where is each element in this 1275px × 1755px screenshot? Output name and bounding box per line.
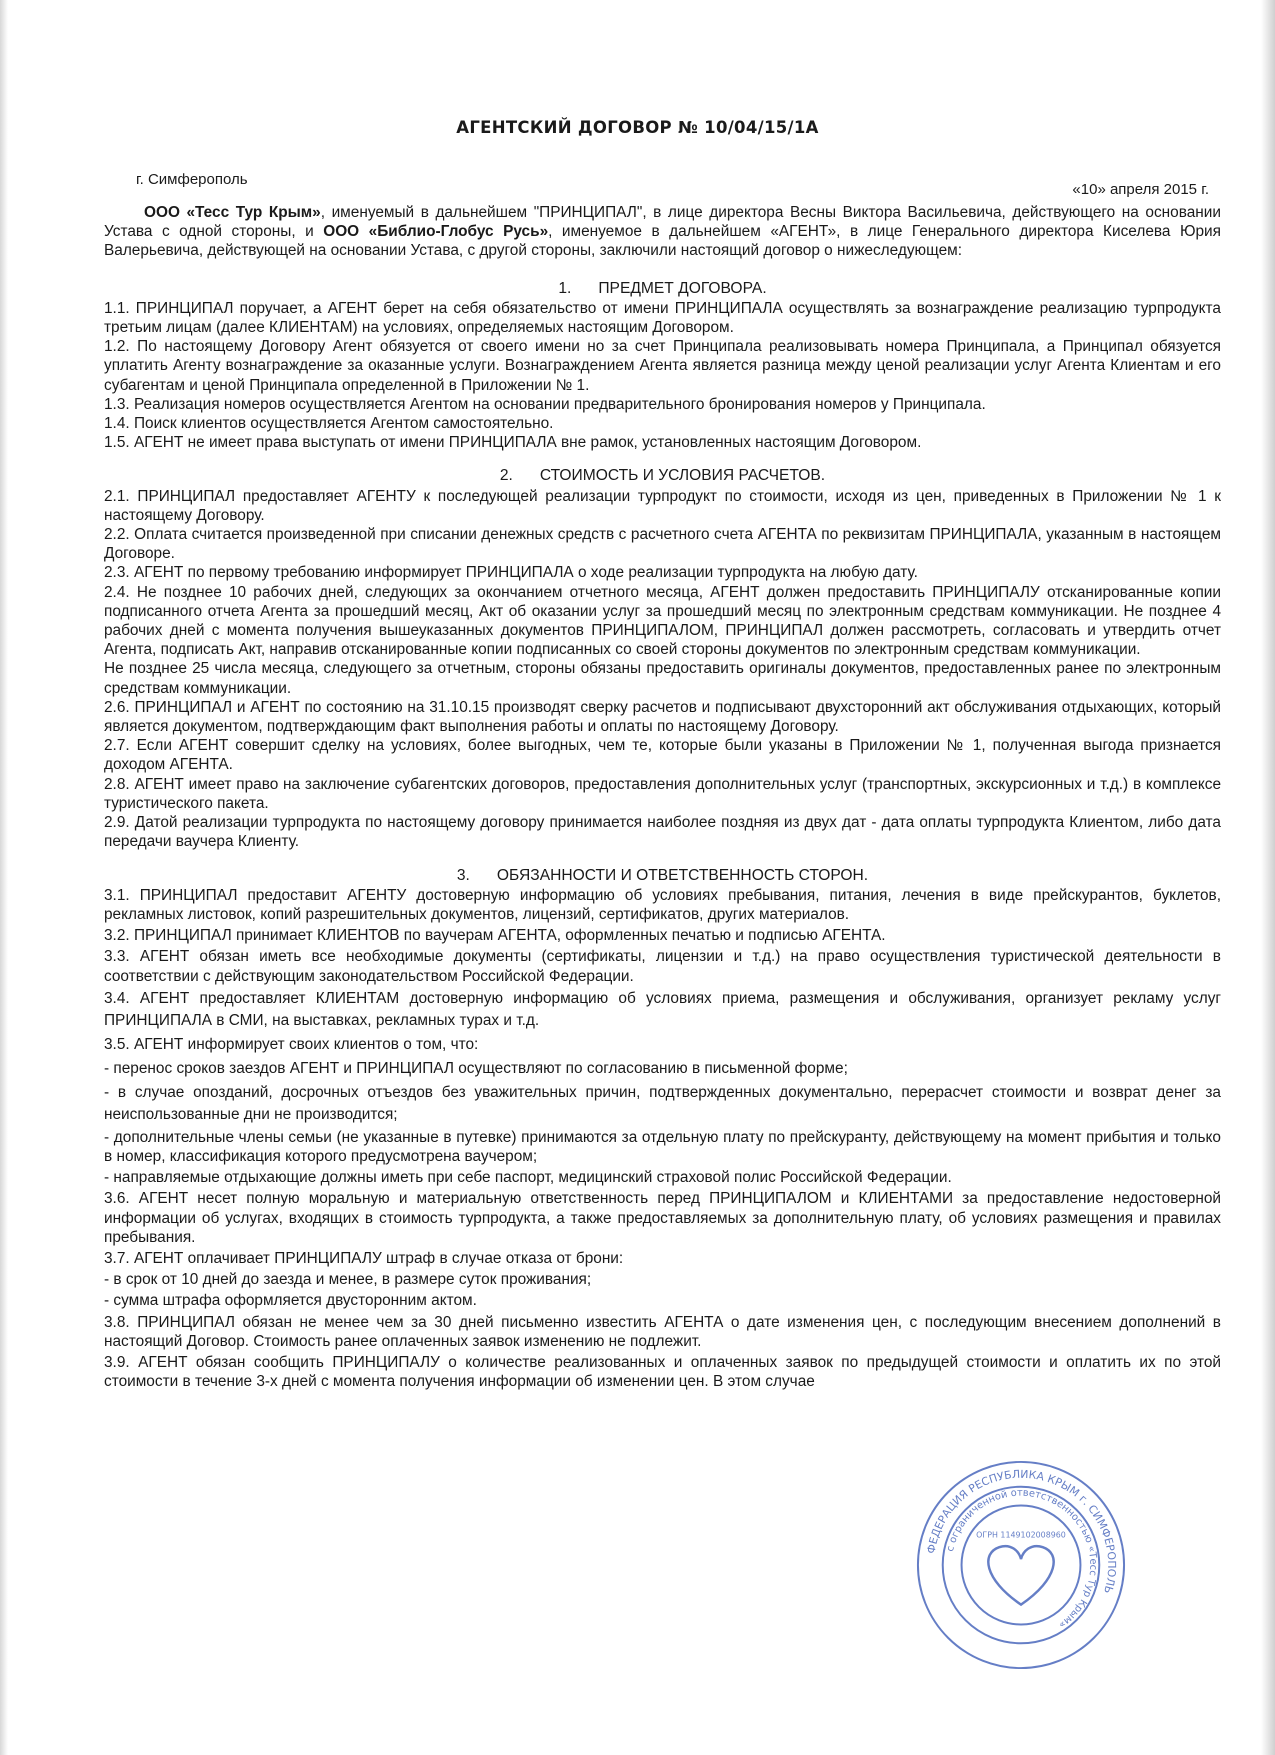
clause-3-2: 3.2. ПРИНЦИПАЛ принимает КЛИЕНТОВ по ваучерам АГЕНТА, оформленных печатью и подписью АГЕНТА.	[104, 927, 886, 945]
section-heading	[104, 279, 1221, 298]
clause-1-2: 1.2. По настоящему Договору Агент обязуется от своего имени но за счет Принципала реализовывать номера Принципала, а Принципал обязуется уплатить Агенту вознаграждение за оказанные услуги. Вознаграждением Агента является разница между ценой реализации услуг Агента Клиентам и его субагентам и ценой Принципала определенной в Приложении № 1.	[104, 338, 1221, 394]
clause-2-9: 2.9. Датой реализации турпродукта по настоящему договору принимается наиболее поздняя из двух дат - дата оплаты турпродукта Клиентом, либо дата передачи ваучера Клиенту.	[104, 814, 1221, 851]
clause-3-5: 3.5. АГЕНТ информирует своих клиентов о том, что:	[104, 1035, 479, 1053]
clause-3-5-item: - в случае опозданий, досрочных отъездов без уважительных причин, подтвержденных документально, перерасчет стоимости и возврат денег за неиспользованные дни не производится;	[104, 1083, 1221, 1123]
document-title: АГЕНТСКИЙ ДОГОВОР № 10/04/15/1А	[456, 118, 819, 137]
contract-city: г. Симферополь	[136, 171, 248, 188]
section-number: 3.	[456, 866, 470, 884]
contract-date: «10» апреля 2015 г.	[1072, 181, 1209, 198]
section-heading	[104, 866, 1221, 885]
clause-3-4: 3.4. АГЕНТ предоставляет КЛИЕНТАМ достоверную информацию об условиях приема, размещения и обслуживания, организует рекламу услуг ПРИНЦИПАЛА в СМИ, на выставках, рекламных турах и т.д.	[104, 989, 1221, 1029]
section-subject	[104, 279, 1221, 453]
section-number: 2.	[499, 467, 513, 485]
section-title: ОБЯЗАННОСТИ И ОТВЕТСТВЕННОСТЬ СТОРОН.	[496, 866, 869, 884]
clause-2-8: 2.8. АГЕНТ имеет право на заключение субагентских договоров, предоставления дополнительных услуг (транспортных, экскурсионных и т.д.) в комплексе туристического пакета.	[104, 775, 1221, 812]
section-title: ПРЕДМЕТ ДОГОВОРА.	[598, 279, 767, 297]
clause-3-1: 3.1. ПРИНЦИПАЛ предоставит АГЕНТУ достоверную информацию об условиях пребывания, питания, лечения в виде прейскурантов, буклетов, рекламных листовок, копий разрешительных документов, лицензий, сертификатов, других материалов.	[104, 886, 1221, 923]
seal-inner-text: с ограниченной ответственностью «Тесс Тур Крым»	[945, 1487, 1099, 1631]
section-title: СТОИМОСТЬ И УСЛОВИЯ РАСЧЕТОВ.	[539, 467, 826, 485]
clause-3-5-item: - дополнительные члены семьи (не указанные в путевке) принимаются за отдельную плату по прейскуранту, действующему на момент прибытия и только в номер, классификация которого предусмотрена ваучером;	[104, 1128, 1221, 1165]
preamble	[104, 203, 1221, 261]
seal-outer-text: ФЕДЕРАЦИЯ РЕСПУБЛИКА КРЫМ г. СИМФЕРОПОЛЬ	[924, 1467, 1119, 1595]
section-heading	[104, 466, 1221, 485]
scan-edge-right	[1261, 0, 1275, 1755]
clause-3-5-item: - перенос сроков заездов АГЕНТ и ПРИНЦИПАЛ осуществляют по согласованию в письменной форме;	[104, 1059, 848, 1077]
clause-3-7: 3.7. АГЕНТ оплачивает ПРИНЦИПАЛУ штраф в случае отказа от брони:	[104, 1249, 624, 1267]
clause-1-1: 1.1. ПРИНЦИПАЛ поручает, а АГЕНТ берет на себя обязательство от имени ПРИНЦИПАЛА осуществлять за вознаграждение реализацию турпродукта третьим лицам (далее КЛИЕНТАМ) на условиях, определяемых настоящим Договором.	[104, 299, 1221, 337]
clause-3-7-item: - в срок от 10 дней до заезда и менее, в размере суток проживания;	[104, 1271, 592, 1289]
document-body	[104, 203, 1221, 1405]
agent-name: ООО «Библио-Глобус Русь»	[323, 223, 549, 241]
seal-center-ring	[962, 1506, 1081, 1625]
seal-inner-ring	[943, 1487, 1100, 1644]
clause-1-5: 1.5. АГЕНТ не имеет права выступать от имени ПРИНЦИПАЛА вне рамок, установленных настоящим Договором.	[104, 434, 922, 452]
preamble-text-1: , именуемый в дальнейшем "ПРИНЦИПАЛ", в лице директора Весны Виктора Васильевича, действующего на основании Устава с одной стороны, и	[104, 204, 1221, 241]
preamble-text-2: , именуемое в дальнейшем «АГЕНТ», в лице Генерального директора Киселева Юрия Валерьевича, действующей на основании Устава, с другой стороны, заключили настоящий договор о нижеследующем:	[104, 223, 1221, 260]
scan-edge-left	[0, 0, 8, 1755]
clause-1-4: 1.4. Поиск клиентов осуществляется Агентом самостоятельно.	[104, 415, 554, 433]
clause-2-6: 2.6. ПРИНЦИПАЛ и АГЕНТ по состоянию на 31.10.15 производят сверку расчетов и подписывают двухсторонний акт обслуживания отдыхающих, который является документом, подтверждающим факт выполнения работы и оплаты по настоящему Договору.	[104, 698, 1221, 736]
clause-1-3: 1.3. Реализация номеров осуществляется Агентом на основании предварительного бронирования номеров у Принципала.	[104, 395, 986, 413]
clause-2-7: 2.7. Если АГЕНТ совершит сделку на условиях, более выгодных, чем те, которые были указаны в Приложении № 1, полученная выгода признается доходом АГЕНТА.	[104, 737, 1221, 774]
round-seal-heart-icon	[988, 1546, 1053, 1605]
clause-2-4: 2.4. Не позднее 10 рабочих дней, следующих за окончанием отчетного месяца, АГЕНТ должен предоставить ПРИНЦИПАЛУ отсканированные копии подписанного отчета Агента за прошедший месяц, Акт об оказании услуг за прошедший месяц по электронным средствам коммуникации. Не позднее 4 рабочих дней с момента получения вышеуказанных документов ПРИНЦИПАЛОМ, ПРИНЦИПАЛ должен рассмотреть, согласовать и утвердить отчет Агента, подписать Акт, направив отсканированные копии подписанных со своей стороны документов по электронным средствам коммуникации.	[104, 583, 1221, 659]
company-seal	[912, 1456, 1130, 1674]
section-number: 1.	[558, 279, 572, 297]
clause-3-8: 3.8. ПРИНЦИПАЛ обязан не менее чем за 30 дней письменно известить АГЕНТА о дате изменения цен, с последующим внесением дополнений в настоящий Договор. Стоимость ранее оплаченных заявок изменению не подлежит.	[104, 1313, 1221, 1350]
principal-name: ООО «Тесс Тур Крым»	[144, 204, 321, 221]
section-obligations	[104, 866, 1221, 1392]
clause-2-1: 2.1. ПРИНЦИПАЛ предоставляет АГЕНТУ к последующей реализации турпродукт по стоимости, исходя из цен, приведенных в Приложении № 1 к настоящему Договору.	[104, 487, 1221, 524]
seal-side-text: ОГРН 1149102008960	[976, 1530, 1066, 1540]
clause-3-5-item: - направляемые отдыхающие должны иметь при себе паспорт, медицинский страховой полис Российской Федерации.	[104, 1169, 952, 1187]
clause-2-2: 2.2. Оплата считается произведенной при списании денежных средств с расчетного счета АГЕНТА по реквизитам ПРИНЦИПАЛА, указанным в настоящем Договоре.	[104, 526, 1221, 563]
clause-3-7-item: - сумма штрафа оформляется двусторонним актом.	[104, 1292, 477, 1310]
clause-2-3: 2.3. АГЕНТ по первому требованию информирует ПРИНЦИПАЛА о ходе реализации турпродукта на любую дату.	[104, 564, 918, 582]
clause-3-6: 3.6. АГЕНТ несет полную моральную и материальную ответственность перед ПРИНЦИПАЛОМ и КЛИЕНТАМИ за предоставление недостоверной информации об услугах, входящих в стоимость турпродукта, а также предоставляемых за дополнительную плату, об условиях размещения и правилах пребывания.	[104, 1190, 1221, 1246]
section-cost-and-payment	[104, 466, 1221, 851]
clause-3-3: 3.3. АГЕНТ обязан иметь все необходимые документы (сертификаты, лицензии и т.д.) на право осуществления туристической деятельности в соответствии с действующим законодательством Российской Федерации.	[104, 948, 1221, 985]
clause-2-4-originals: Не позднее 25 числа месяца, следующего за отчетным, стороны обязаны предоставить оригиналы документов, предоставленных ранее по электронным средствам коммуникации.	[104, 660, 1221, 697]
clause-3-9: 3.9. АГЕНТ обязан сообщить ПРИНЦИПАЛУ о количестве реализованных и оплаченных заявок по предыдущей стоимости и оплатить их по этой стоимости в течение 3-х дней с момента получения информации об изменении цен. В этом случае	[104, 1353, 1221, 1391]
